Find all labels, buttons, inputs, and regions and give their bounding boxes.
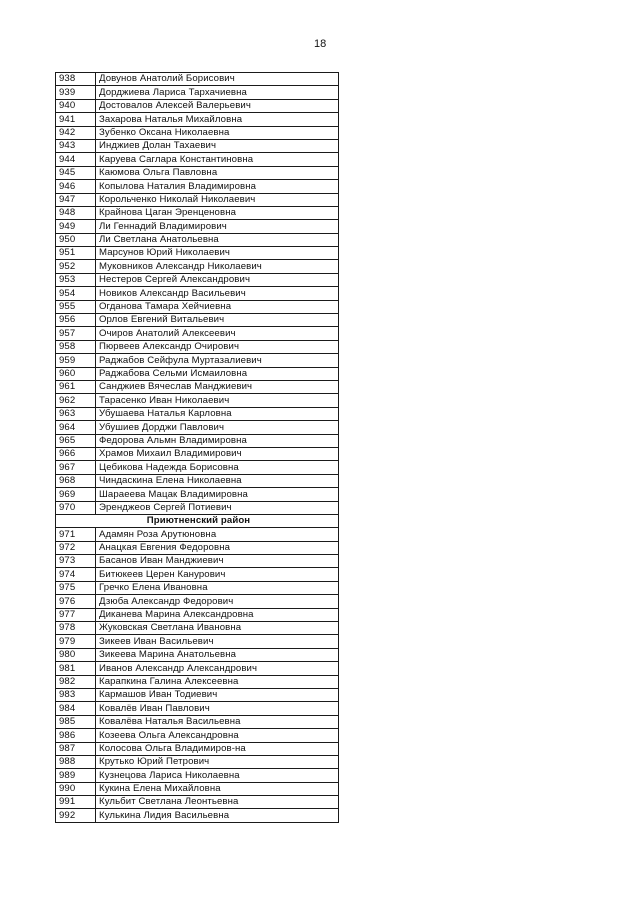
- row-number: 985: [56, 715, 96, 728]
- table-row: [56, 608, 339, 621]
- person-name: Крутько Юрий Петрович: [96, 755, 339, 768]
- row-number: 960: [56, 367, 96, 380]
- person-name: Эренджеов Сергей Потиевич: [96, 501, 339, 514]
- row-number: 951: [56, 247, 96, 260]
- person-name: Орлов Евгений Витальевич: [96, 314, 339, 327]
- person-name: Жуковская Светлана Ивановна: [96, 622, 339, 635]
- person-name: Зикеев Иван Васильевич: [96, 635, 339, 648]
- person-name: Каюмова Ольга Павловна: [96, 166, 339, 179]
- person-name: Храмов Михаил Владимирович: [96, 447, 339, 460]
- person-name: Зубенко Оксана Николаевна: [96, 126, 339, 139]
- person-name: Чиндаскина Елена Николаевна: [96, 474, 339, 487]
- table-row: [56, 113, 339, 126]
- table-row: [56, 742, 339, 755]
- person-name: Федорова Альмн Владимировна: [96, 434, 339, 447]
- row-number: 956: [56, 314, 96, 327]
- table-row: [56, 675, 339, 688]
- table-row: [56, 581, 339, 594]
- table-row: [56, 153, 339, 166]
- table-row: [56, 287, 339, 300]
- table-row: [56, 314, 339, 327]
- table-row: [56, 193, 339, 206]
- row-number: 965: [56, 434, 96, 447]
- row-number: 976: [56, 595, 96, 608]
- person-name: Шараеева Мацак Владимировна: [96, 488, 339, 501]
- person-name: Нестеров Сергей Александрович: [96, 273, 339, 286]
- row-number: 962: [56, 394, 96, 407]
- table-row: [56, 635, 339, 648]
- person-name: Санджиев Вячеслав Манджиевич: [96, 380, 339, 393]
- table-row: [56, 139, 339, 152]
- row-number: 975: [56, 581, 96, 594]
- person-name: Кулькина Лидия Васильевна: [96, 809, 339, 822]
- table-row: [56, 407, 339, 420]
- row-number: 957: [56, 327, 96, 340]
- person-name: Огданова Тамара Хейчиевна: [96, 300, 339, 313]
- table-row: [56, 474, 339, 487]
- table-row: [56, 166, 339, 179]
- table-row: [56, 180, 339, 193]
- table-row: [56, 501, 339, 514]
- row-number: 978: [56, 622, 96, 635]
- person-name: Ковалёва Наталья Васильевна: [96, 715, 339, 728]
- person-name: Кузнецова Лариса Николаевна: [96, 769, 339, 782]
- person-name: Анацкая Евгения Федоровна: [96, 541, 339, 554]
- person-name: Тарасенко Иван Николаевич: [96, 394, 339, 407]
- table-row: [56, 782, 339, 795]
- person-name: Очиров Анатолий Алексеевич: [96, 327, 339, 340]
- person-name: Кукина Елена Михайловна: [96, 782, 339, 795]
- table-row: [56, 595, 339, 608]
- person-name: Инджиев Долан Тахаевич: [96, 139, 339, 152]
- row-number: 944: [56, 153, 96, 166]
- row-number: 945: [56, 166, 96, 179]
- person-name: Карапкина Галина Алексеевна: [96, 675, 339, 688]
- table-row: [56, 340, 339, 353]
- table-row: [56, 541, 339, 554]
- row-number: 991: [56, 796, 96, 809]
- person-name: Дорджиева Лариса Тархачиевна: [96, 86, 339, 99]
- row-number: 940: [56, 99, 96, 112]
- row-number: 972: [56, 541, 96, 554]
- table-row: [56, 434, 339, 447]
- row-number: 986: [56, 729, 96, 742]
- table-row: [56, 73, 339, 86]
- person-name: Кармашов Иван Тодиевич: [96, 688, 339, 701]
- person-name: Каруева Саглара Константиновна: [96, 153, 339, 166]
- table-row: [56, 367, 339, 380]
- table-row: [56, 729, 339, 742]
- row-number: 980: [56, 648, 96, 661]
- roster-table: [55, 72, 339, 823]
- person-name: Ли Светлана Анатольевна: [96, 233, 339, 246]
- row-number: 969: [56, 488, 96, 501]
- person-name: Дзюба Александр Федорович: [96, 595, 339, 608]
- row-number: 971: [56, 528, 96, 541]
- person-name: Довунов Анатолий Борисович: [96, 73, 339, 86]
- table-row: [56, 394, 339, 407]
- row-number: 958: [56, 340, 96, 353]
- table-row: [56, 568, 339, 581]
- table-row: [56, 300, 339, 313]
- table-row: [56, 354, 339, 367]
- person-name: Корольченко Николай Николаевич: [96, 193, 339, 206]
- row-number: 953: [56, 273, 96, 286]
- table-row: [56, 555, 339, 568]
- table-row: [56, 755, 339, 768]
- table-row: [56, 447, 339, 460]
- table-row: [56, 327, 339, 340]
- row-number: 941: [56, 113, 96, 126]
- row-number: 943: [56, 139, 96, 152]
- row-number: 939: [56, 86, 96, 99]
- table-row: [56, 126, 339, 139]
- table-row: [56, 648, 339, 661]
- row-number: 990: [56, 782, 96, 795]
- row-number: 970: [56, 501, 96, 514]
- person-name: Гречко Елена Ивановна: [96, 581, 339, 594]
- section-row: [56, 514, 339, 527]
- table-row: [56, 99, 339, 112]
- table-row: [56, 220, 339, 233]
- table-row: [56, 796, 339, 809]
- person-name: Битюкеев Церен Канурович: [96, 568, 339, 581]
- table-row: [56, 421, 339, 434]
- row-number: 982: [56, 675, 96, 688]
- person-name: Убушиев Дорджи Павлович: [96, 421, 339, 434]
- table-row: [56, 688, 339, 701]
- section-heading: Приютненский район: [56, 514, 339, 527]
- row-number: 949: [56, 220, 96, 233]
- row-number: 964: [56, 421, 96, 434]
- row-number: 979: [56, 635, 96, 648]
- table-row: [56, 273, 339, 286]
- person-name: Марсунов Юрий Николаевич: [96, 247, 339, 260]
- person-name: Новиков Александр Васильевич: [96, 287, 339, 300]
- person-name: Ковалёв Иван Павлович: [96, 702, 339, 715]
- row-number: 966: [56, 447, 96, 460]
- person-name: Захарова Наталья Михайловна: [96, 113, 339, 126]
- person-name: Басанов Иван Манджиевич: [96, 555, 339, 568]
- row-number: 946: [56, 180, 96, 193]
- table-row: [56, 662, 339, 675]
- person-name: Козеева Ольга Александровна: [96, 729, 339, 742]
- person-name: Диканева Марина Александровна: [96, 608, 339, 621]
- person-name: Достовалов Алексей Валерьевич: [96, 99, 339, 112]
- row-number: 938: [56, 73, 96, 86]
- person-name: Цебикова Надежда Борисовна: [96, 461, 339, 474]
- table-row: [56, 206, 339, 219]
- row-number: 942: [56, 126, 96, 139]
- row-number: 981: [56, 662, 96, 675]
- row-number: 984: [56, 702, 96, 715]
- table-row: [56, 702, 339, 715]
- row-number: 992: [56, 809, 96, 822]
- table-row: [56, 622, 339, 635]
- row-number: 961: [56, 380, 96, 393]
- person-name: Крайнова Цаган Эренценовна: [96, 206, 339, 219]
- person-name: Ли Геннадий Владимирович: [96, 220, 339, 233]
- person-name: Пюрвеев Александр Очирович: [96, 340, 339, 353]
- row-number: 963: [56, 407, 96, 420]
- table-row: [56, 260, 339, 273]
- table-row: [56, 528, 339, 541]
- page-number: 18: [314, 38, 327, 50]
- row-number: 974: [56, 568, 96, 581]
- person-name: Убушаева Наталья Карловна: [96, 407, 339, 420]
- row-number: 983: [56, 688, 96, 701]
- roster-body: [56, 73, 339, 823]
- person-name: Иванов Александр Александрович: [96, 662, 339, 675]
- table-row: [56, 233, 339, 246]
- table-row: [56, 380, 339, 393]
- row-number: 973: [56, 555, 96, 568]
- row-number: 988: [56, 755, 96, 768]
- person-name: Раджабов Сейфула Муртазалиевич: [96, 354, 339, 367]
- table-row: [56, 86, 339, 99]
- row-number: 959: [56, 354, 96, 367]
- table-row: [56, 461, 339, 474]
- row-number: 955: [56, 300, 96, 313]
- table-row: [56, 715, 339, 728]
- table-row: [56, 488, 339, 501]
- person-name: Кульбит Светлана Леонтьевна: [96, 796, 339, 809]
- row-number: 950: [56, 233, 96, 246]
- row-number: 947: [56, 193, 96, 206]
- person-name: Колосова Ольга Владимиров-на: [96, 742, 339, 755]
- row-number: 967: [56, 461, 96, 474]
- row-number: 952: [56, 260, 96, 273]
- table-row: [56, 769, 339, 782]
- person-name: Копылова Наталия Владимировна: [96, 180, 339, 193]
- person-name: Адамян Роза Арутюновна: [96, 528, 339, 541]
- person-name: Раджабова Сельми Исмаиловна: [96, 367, 339, 380]
- table-row: [56, 809, 339, 822]
- person-name: Муковников Александр Николаевич: [96, 260, 339, 273]
- row-number: 989: [56, 769, 96, 782]
- row-number: 954: [56, 287, 96, 300]
- row-number: 948: [56, 206, 96, 219]
- row-number: 987: [56, 742, 96, 755]
- row-number: 968: [56, 474, 96, 487]
- person-name: Зикеева Марина Анатольевна: [96, 648, 339, 661]
- table-row: [56, 247, 339, 260]
- row-number: 977: [56, 608, 96, 621]
